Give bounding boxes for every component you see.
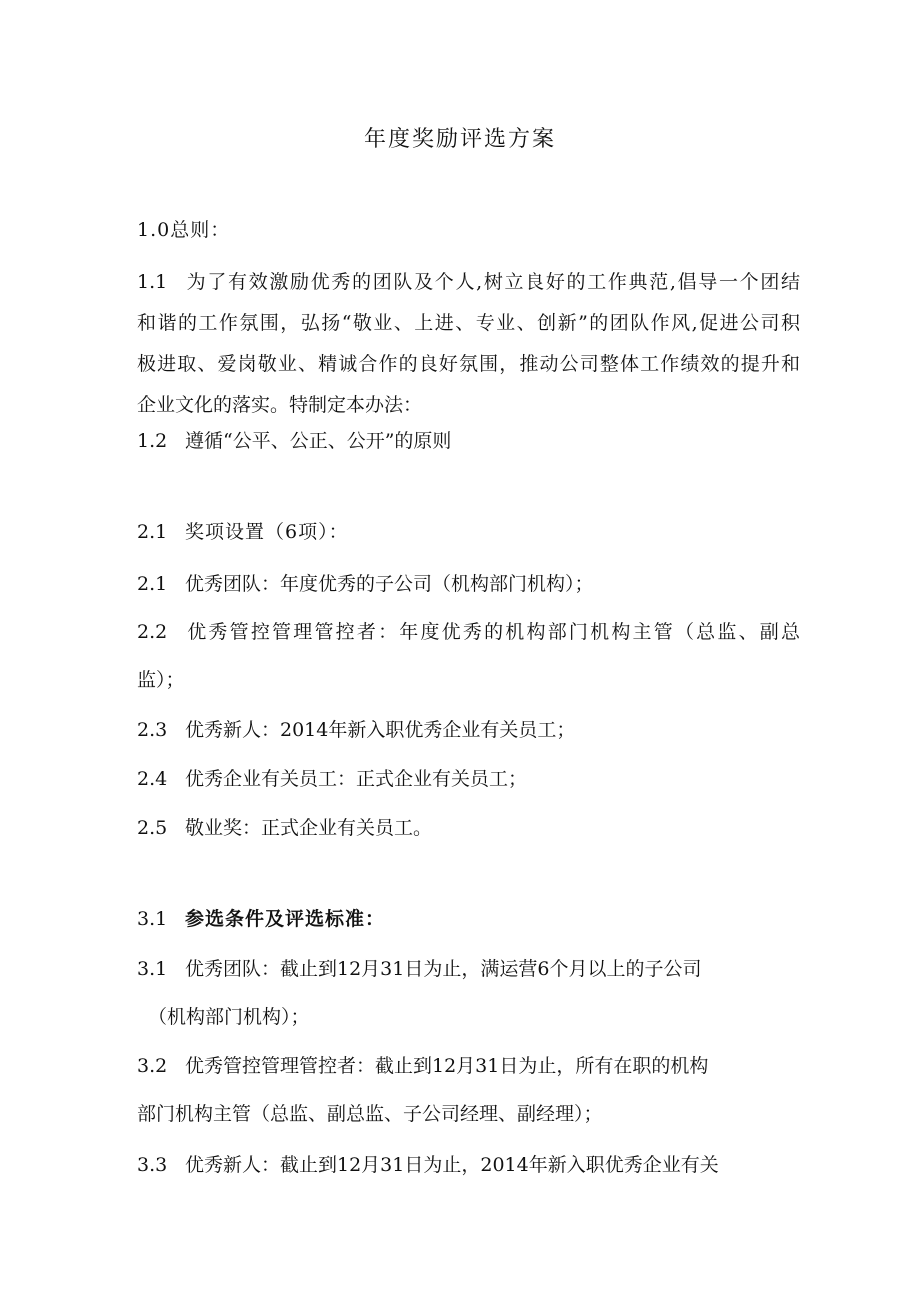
section-3-heading: [137, 907, 385, 931]
item-text: 优秀管控管理管控者：截止到12月31日为止，所有在职的机构: [185, 1055, 709, 1077]
section-2-heading: [137, 520, 349, 544]
paragraph-text: 遵循“公平、公正、公开”的原则: [185, 430, 452, 452]
paragraph-1-1-line-4: 企业文化的落实。特制定本办法：: [137, 394, 423, 416]
item-number: 2.4: [137, 768, 168, 790]
item-text: 优秀团队：年度优秀的子公司（机构部门机构）；: [185, 573, 594, 595]
paragraph-1-1-line-1: [137, 270, 800, 294]
heading-text: 奖项设置（6项）：: [185, 521, 349, 543]
list-item-3-1-continuation: （机构部门机构）；: [148, 1006, 310, 1028]
item-text: 优秀企业有关员工：正式企业有关员工；: [185, 768, 528, 790]
item-text: 敬业奖：正式企业有关员工。: [185, 817, 433, 839]
list-item-2-4: [137, 767, 527, 791]
item-number: 1.1: [137, 271, 168, 293]
item-text: 优秀新人：截止到12月31日为止，2014年新入职优秀企业有关: [185, 1154, 719, 1176]
list-item-2-5: [137, 816, 432, 840]
list-item-2-2: [137, 620, 800, 644]
list-item-3-2-continuation: 部门机构主管（总监、副总监、子公司经理、副经理）；: [137, 1103, 603, 1125]
item-number: 2.2: [137, 621, 168, 643]
paragraph-1-2: [137, 429, 451, 453]
list-item-2-1: [137, 572, 594, 596]
item-number: 2.3: [137, 719, 168, 741]
item-number: 3.3: [137, 1154, 168, 1176]
item-number: 3.1: [137, 958, 168, 980]
list-item-2-3: [137, 718, 575, 742]
list-item-3-1: [137, 957, 701, 981]
list-item-3-3: [137, 1153, 719, 1177]
heading-number: 3.1: [137, 908, 168, 930]
item-number: 2.5: [137, 817, 168, 839]
item-number: 1.2: [137, 430, 168, 452]
item-text: 优秀管控管理管控者：年度优秀的机构部门机构主管（总监、副总: [185, 621, 800, 643]
item-text: 优秀新人：2014年新入职优秀企业有关员工；: [185, 719, 576, 741]
document-title: 年度奖励评选方案: [363, 127, 556, 152]
item-number: 2.1: [137, 573, 168, 595]
list-item-3-2: [137, 1054, 708, 1078]
heading-text: 参选条件及评选标准：: [185, 908, 386, 930]
section-1-heading: 1.0总则：: [137, 219, 231, 241]
item-number: 3.2: [137, 1055, 168, 1077]
paragraph-text: 为了有效激励优秀的团队及个人,树立良好的工作典范,倡导一个团结: [185, 271, 800, 293]
paragraph-1-1-line-2: 和谐的工作氛围，弘扬“敬业、上进、专业、创新”的团队作风,促进公司积: [137, 312, 800, 334]
list-item-2-2-continuation: 监）；: [137, 669, 185, 691]
item-text: 优秀团队：截止到12月31日为止，满运营6个月以上的子公司: [185, 958, 702, 980]
heading-number: 2.1: [137, 521, 168, 543]
paragraph-1-1-line-3: 极进取、爱岗敬业、精诚合作的良好氛围，推动公司整体工作绩效的提升和: [137, 353, 800, 375]
